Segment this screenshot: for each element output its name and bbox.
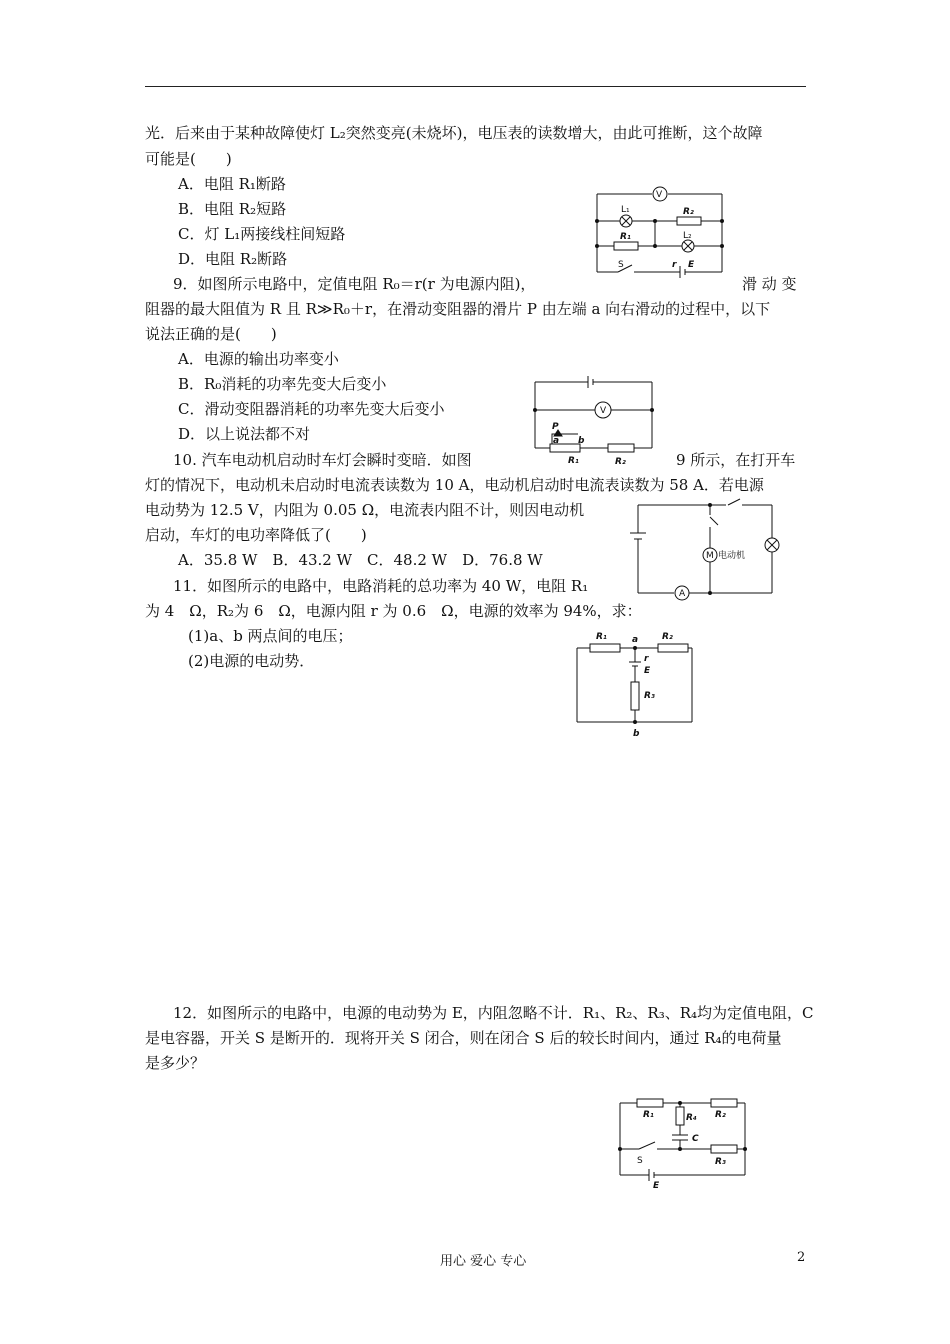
q10-line-3: 电动势为 12.5 V，内阻为 0.05 Ω，电流表内阻不计，则因电动机 <box>145 501 585 519</box>
q9-option-c: C．滑动变阻器消耗的功率先变大后变小 <box>178 400 445 418</box>
q8-option-b: B．电阻 R₂短路 <box>178 200 287 218</box>
fig3-a: A <box>679 589 686 599</box>
fig1-e: E <box>688 260 695 270</box>
q9-line-2: 阻器的最大阻值为 R 且 R≫R₀＋r，在滑动变阻器的滑片 P 由左端 a 向右滑动的过程中，以下 <box>145 300 771 318</box>
circuit-diagram-q8 <box>592 184 728 280</box>
circuit-diagram-q10 <box>626 497 782 605</box>
q9-line-1a: 9．如图所示电路中，定值电阻 R₀＝r(r 为电源内阻)， <box>173 275 536 293</box>
q10-line-2: 灯的情况下，电动机未启动时电流表读数为 10 A，电动机启动时电流表读数为 58 A．若电源 <box>145 476 764 494</box>
q10-line-1a: 10. 汽车电动机启动时车灯会瞬时变暗．如图 <box>173 451 472 469</box>
circuit-diagram-q9 <box>530 374 660 470</box>
circuit-diagram-q11 <box>572 628 698 746</box>
page-number: 2 <box>797 1250 806 1265</box>
q11-sub-2: (2)电源的电动势． <box>188 652 315 670</box>
q8-line-2: 可能是( ) <box>145 150 232 168</box>
footer-text: 用心 爱心 专心 <box>440 1254 527 1269</box>
q12-line-1: 12．如图所示的电路中，电源的电动势为 E，内阻忽略不计．R₁、R₂、R₃、R₄均为定值电阻，C <box>173 1004 814 1022</box>
q12-line-3: 是多少？ <box>145 1054 206 1072</box>
header-rule <box>145 86 806 87</box>
fig5-r4: R₄ <box>686 1113 697 1123</box>
q9-line-3: 说法正确的是( ) <box>145 325 277 343</box>
q9-option-d: D．以上说法都不对 <box>178 425 311 443</box>
fig4-r: r <box>644 654 649 664</box>
q9-line-1b: 滑 动 变 <box>742 275 797 293</box>
fig4-r1: R₁ <box>596 632 607 642</box>
q9-option-b: B．R₀消耗的功率先变大后变小 <box>178 375 387 393</box>
fig2-r2: R₂ <box>615 457 626 467</box>
fig4-r3: R₃ <box>644 691 655 701</box>
fig1-r2: R₂ <box>683 207 694 217</box>
fig1-v: V <box>656 190 663 200</box>
fig1-l2: L₂ <box>683 231 692 241</box>
q8-line-1: 光．后来由于某种故障使灯 L₂突然变亮(未烧坏)，电压表的读数增大，由此可推断，这个故障 <box>145 124 763 142</box>
fig2-a: a <box>553 436 560 446</box>
circuit-diagram-q12 <box>615 1093 753 1189</box>
fig4-e: E <box>644 666 651 676</box>
q11-sub-1: (1)a、b 两点间的电压； <box>188 627 353 645</box>
q12-line-2: 是电容器，开关 S 是断开的．现将开关 S 闭合，则在闭合 S 后的较长时间内，通过 R₄的电荷量 <box>145 1029 782 1047</box>
fig1-r1: R₁ <box>620 232 631 242</box>
fig4-b: b <box>633 729 640 739</box>
fig2-r1: R₁ <box>568 456 579 466</box>
fig1-l1: L₁ <box>621 205 630 215</box>
fig2-v: V <box>600 406 607 416</box>
fig4-a: a <box>632 635 639 645</box>
fig5-e: E <box>653 1181 660 1189</box>
fig5-r2: R₂ <box>715 1110 726 1120</box>
fig4-r2: R₂ <box>662 632 673 642</box>
q11-line-2: 为 4 Ω，R₂为 6 Ω，电源内阻 r 为 0.6 Ω，电源的效率为 94%，求： <box>145 602 642 620</box>
fig3-motor: 电动机 <box>718 551 746 561</box>
fig5-r1: R₁ <box>643 1110 654 1120</box>
fig2-b: b <box>578 436 585 446</box>
fig5-c: C <box>692 1134 699 1144</box>
fig1-s: S <box>618 260 624 270</box>
q8-option-d: D．电阻 R₂断路 <box>178 250 288 268</box>
fig1-r: r <box>672 260 677 270</box>
q8-option-c: C．灯 L₁两接线柱间短路 <box>178 225 346 243</box>
q10-options: A．35.8 W B．43.2 W C．48.2 W D．76.8 W <box>178 551 543 569</box>
q9-option-a: A．电源的输出功率变小 <box>178 350 339 368</box>
q10-line-1b: 9 所示，在打开车 <box>676 451 796 469</box>
fig2-p: P <box>552 422 559 432</box>
q11-line-1: 11．如图所示的电路中，电路消耗的总功率为 40 W，电阻 R₁ <box>173 577 589 595</box>
fig5-s: S <box>637 1156 643 1166</box>
q10-line-4: 启动，车灯的电功率降低了( ) <box>145 526 367 544</box>
q8-option-a: A．电阻 R₁断路 <box>178 175 286 193</box>
fig3-m: M <box>706 551 714 561</box>
fig5-r3: R₃ <box>715 1157 726 1167</box>
